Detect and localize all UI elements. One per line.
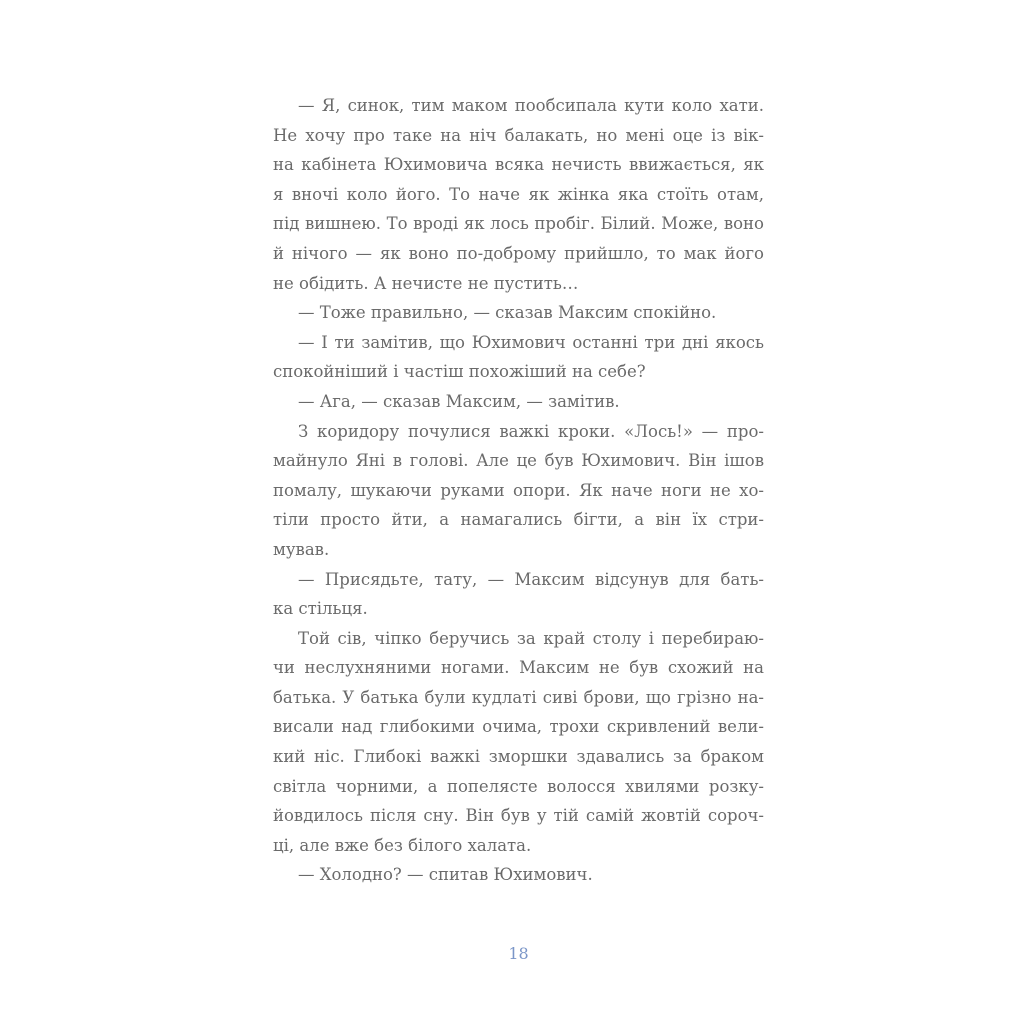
paragraph bbox=[273, 565, 764, 624]
text-line: — Тоже правильно, — сказав Максим спокійно. bbox=[298, 303, 717, 323]
text-line: чи неслухняними ногами. Максим не був схожий на bbox=[273, 658, 764, 678]
text-line: помалу, шукаючи руками опори. Як наче ноги не хо- bbox=[273, 480, 764, 500]
text-line: — І ти замітив, що Юхимович останні три дні якось bbox=[298, 332, 764, 352]
text-line: не обідить. А нечисте не пустить… bbox=[273, 273, 579, 293]
text-line: мував. bbox=[273, 539, 330, 559]
page-text bbox=[273, 91, 764, 890]
text-line: я вночі коло його. То наче як жінка яка стоїть отам, bbox=[273, 184, 764, 204]
text-line: — Присядьте, тату, — Максим відсунув для бать- bbox=[298, 569, 764, 589]
paragraph bbox=[273, 624, 764, 861]
text-line: ці, але вже без білого халата. bbox=[273, 835, 532, 855]
text-line: Не хочу про таке на ніч балакать, но мені оце із вік- bbox=[273, 125, 764, 145]
paragraph bbox=[273, 298, 764, 328]
paragraph bbox=[273, 387, 764, 417]
text-line: на кабінета Юхимовича всяка нечисть ввижається, як bbox=[273, 155, 764, 175]
paragraph bbox=[273, 91, 764, 298]
text-line: й нічого — як воно по-доброму прийшло, то мак його bbox=[273, 243, 764, 263]
text-line: батька. У батька були кудлаті сиві брови, що грізно на- bbox=[273, 687, 764, 707]
text-line: ка стільця. bbox=[273, 599, 368, 619]
text-line: під вишнею. То вроді як лось пробіг. Білий. Може, воно bbox=[273, 214, 764, 234]
page-number: 18 bbox=[508, 944, 529, 963]
text-line: тіли просто йти, а намагались бігти, а він їх стри- bbox=[273, 510, 764, 530]
text-line: З коридору почулися важкі кроки. «Лось!» — про- bbox=[298, 421, 764, 441]
text-line: світла чорними, а попелясте волосся хвилями розку- bbox=[273, 776, 764, 796]
text-line: — Холодно? — спитав Юхимович. bbox=[298, 865, 593, 885]
text-line: майнуло Яні в голові. Але це був Юхимович. Він ішов bbox=[273, 451, 764, 471]
text-line: Той сів, чіпко беручись за край столу і перебираю- bbox=[298, 628, 764, 648]
text-line: кий ніс. Глибокі важкі зморшки здавались за браком bbox=[273, 747, 764, 767]
paragraph bbox=[273, 860, 764, 890]
text-line: спокойніший і частіш похожіший на себе? bbox=[273, 362, 646, 382]
text-line: — Я, синок, тим маком пообсипала кути коло хати. bbox=[298, 96, 764, 115]
paragraph bbox=[273, 328, 764, 387]
paragraph bbox=[273, 417, 764, 565]
text-line: висали над глибокими очима, трохи скривлений вели- bbox=[273, 717, 764, 737]
text-line: — Ага, — сказав Максим, — замітив. bbox=[298, 391, 620, 411]
text-line: йовдилось після сну. Він був у тій самій жовтій сороч- bbox=[273, 806, 764, 826]
